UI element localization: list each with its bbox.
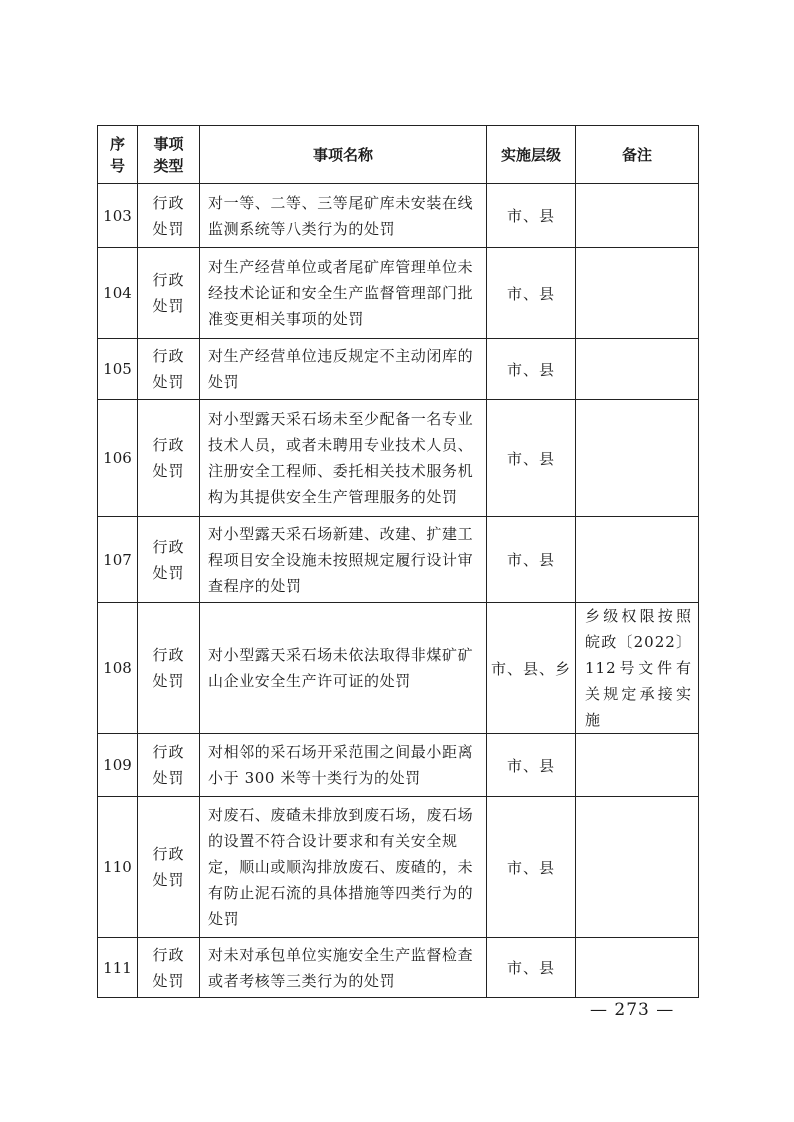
- table-row: [98, 603, 699, 734]
- row-level: 市、县、乡: [487, 603, 576, 734]
- header-name: 事项名称: [200, 126, 487, 184]
- row-number: 108: [98, 603, 138, 734]
- row-type: 行政 处罚: [138, 797, 200, 938]
- row-name: 对生产经营单位违反规定不主动闭库的处罚: [200, 339, 487, 400]
- row-name: 对小型露天采石场未至少配备一名专业技术人员，或者未聘用专业技术人员、注册安全工程师、委托相关技术服务机构为其提供安全生产管理服务的处罚: [200, 400, 487, 517]
- table-row: [98, 184, 699, 248]
- row-note: [576, 248, 699, 339]
- table-row: [98, 797, 699, 938]
- row-number: 107: [98, 517, 138, 603]
- items-table: [97, 125, 699, 998]
- table-row: [98, 339, 699, 400]
- row-level: 市、县: [487, 517, 576, 603]
- row-note: [576, 734, 699, 797]
- row-note: [576, 184, 699, 248]
- row-name: 对未对承包单位实施安全生产监督检查或者考核等三类行为的处罚: [200, 938, 487, 998]
- row-note: [576, 938, 699, 998]
- table-row: [98, 734, 699, 797]
- table-row: [98, 400, 699, 517]
- row-note: [576, 517, 699, 603]
- row-level: 市、县: [487, 400, 576, 517]
- row-note: [576, 400, 699, 517]
- row-name: 对相邻的采石场开采范围之间最小距离小于 300 米等十类行为的处罚: [200, 734, 487, 797]
- header-level: 实施层级: [487, 126, 576, 184]
- row-level: 市、县: [487, 734, 576, 797]
- row-number: 104: [98, 248, 138, 339]
- row-type: 行政 处罚: [138, 339, 200, 400]
- row-name: 对生产经营单位或者尾矿库管理单位未经技术论证和安全生产监督管理部门批准变更相关事项的处罚: [200, 248, 487, 339]
- row-note: 乡级权限按照皖政〔2022〕112号文件有关规定承接实施: [576, 603, 699, 734]
- row-number: 103: [98, 184, 138, 248]
- row-type: 行政 处罚: [138, 517, 200, 603]
- table-header-row: [98, 126, 699, 184]
- table-row: [98, 248, 699, 339]
- row-type: 行政 处罚: [138, 184, 200, 248]
- row-level: 市、县: [487, 938, 576, 998]
- row-name: 对小型露天采石场未依法取得非煤矿矿山企业安全生产许可证的处罚: [200, 603, 487, 734]
- row-level: 市、县: [487, 184, 576, 248]
- row-name: 对一等、二等、三等尾矿库未安装在线监测系统等八类行为的处罚: [200, 184, 487, 248]
- row-level: 市、县: [487, 248, 576, 339]
- row-note: [576, 339, 699, 400]
- row-number: 109: [98, 734, 138, 797]
- row-type: 行政 处罚: [138, 603, 200, 734]
- table-row: [98, 517, 699, 603]
- row-type: 行政 处罚: [138, 734, 200, 797]
- row-type: 行政 处罚: [138, 400, 200, 517]
- table-row: [98, 938, 699, 998]
- row-number: 105: [98, 339, 138, 400]
- row-number: 106: [98, 400, 138, 517]
- row-level: 市、县: [487, 797, 576, 938]
- row-type: 行政 处罚: [138, 248, 200, 339]
- row-name: 对废石、废碴未排放到废石场，废石场的设置不符合设计要求和有关安全规定，顺山或顺沟排放废石、废碴的，未有防止泥石流的具体措施等四类行为的处罚: [200, 797, 487, 938]
- row-note: [576, 797, 699, 938]
- row-type: 行政 处罚: [138, 938, 200, 998]
- row-number: 110: [98, 797, 138, 938]
- page-number: — 273 —: [590, 1000, 675, 1020]
- header-no: 序 号: [98, 126, 138, 184]
- row-number: 111: [98, 938, 138, 998]
- header-type: 事项 类型: [138, 126, 200, 184]
- row-name: 对小型露天采石场新建、改建、扩建工程项目安全设施未按照规定履行设计审查程序的处罚: [200, 517, 487, 603]
- header-note: 备注: [576, 126, 699, 184]
- row-level: 市、县: [487, 339, 576, 400]
